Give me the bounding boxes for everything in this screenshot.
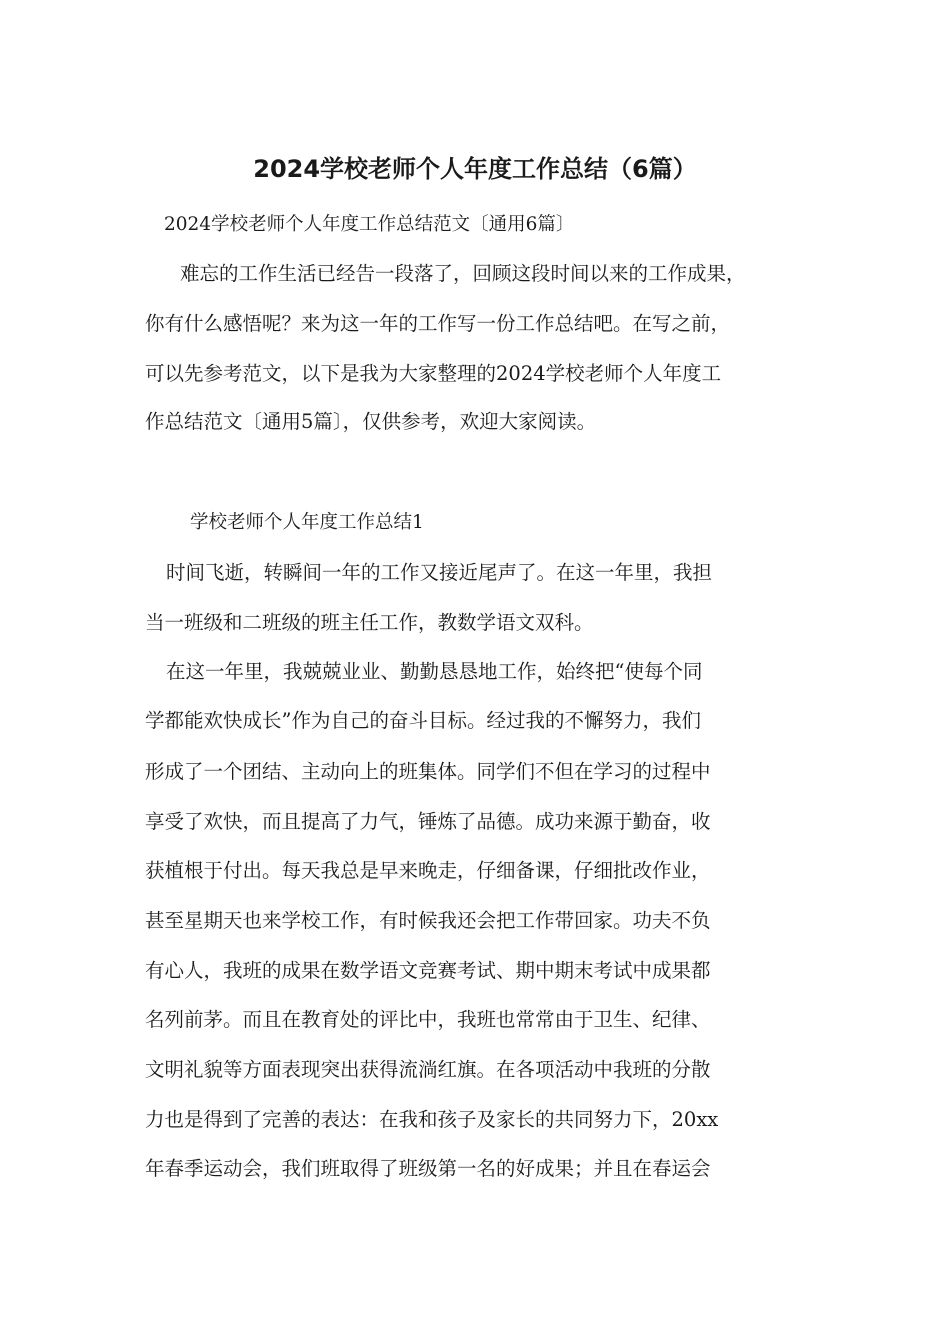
paragraph-line: 学都能欢快成长”作为自己的奋斗目标。经过我的不懈努力，我们 bbox=[145, 709, 701, 732]
paragraph-line: 当一班级和二班级的班主任工作，教数学语文双科。 bbox=[145, 611, 594, 634]
paragraph-line: 时间飞逝，转瞬间一年的工作又接近尾声了。在这一年里，我担 bbox=[166, 561, 713, 584]
paragraph-line: 名列前茅。而且在教育处的评比中，我班也常常由于卫生、纪律、 bbox=[145, 1008, 711, 1031]
paragraph-line: 力也是得到了完善的表达：在我和孩子及家长的共同努力下，20xx bbox=[145, 1108, 719, 1131]
paragraph-line: 享受了欢快，而且提高了力气，锤炼了品德。成功来源于勤奋，收 bbox=[145, 810, 711, 833]
intro-line: 作总结范文〔通用5篇〕，仅供参考，欢迎大家阅读。 bbox=[145, 410, 597, 433]
document-title: 2024学校老师个人年度工作总结（6篇） bbox=[253, 155, 697, 183]
paragraph-line: 文明礼貌等方面表现突出获得流淌红旗。在各项活动中我班的分散 bbox=[145, 1058, 711, 1081]
paragraph-line: 年春季运动会，我们班取得了班级第一名的好成果；并且在春运会 bbox=[145, 1157, 711, 1180]
paragraph-line: 形成了一个团结、主动向上的班集体。同学们不但在学习的过程中 bbox=[145, 760, 711, 783]
intro-line: 可以先参考范文，以下是我为大家整理的2024学校老师个人年度工 bbox=[145, 362, 722, 385]
intro-line: 难忘的工作生活已经告一段落了，回顾这段时间以来的工作成果， bbox=[180, 262, 746, 285]
section-heading: 学校老师个人年度工作总结1 bbox=[190, 512, 424, 533]
paragraph-line: 在这一年里，我兢兢业业、勤勤恳恳地工作，始终把“使每个同 bbox=[166, 660, 703, 683]
paragraph-line: 有心人，我班的成果在数学语文竞赛考试、期中期末考试中成果都 bbox=[145, 959, 711, 982]
paragraph-line: 获植根于付出。每天我总是早来晚走，仔细备课，仔细批改作业， bbox=[145, 859, 711, 882]
paragraph-line: 甚至星期天也来学校工作，有时候我还会把工作带回家。功夫不负 bbox=[145, 909, 711, 932]
intro-line: 你有什么感悟呢？来为这一年的工作写一份工作总结吧。在写之前， bbox=[145, 312, 731, 335]
document-subtitle: 2024学校老师个人年度工作总结范文〔通用6篇〕 bbox=[164, 214, 575, 235]
